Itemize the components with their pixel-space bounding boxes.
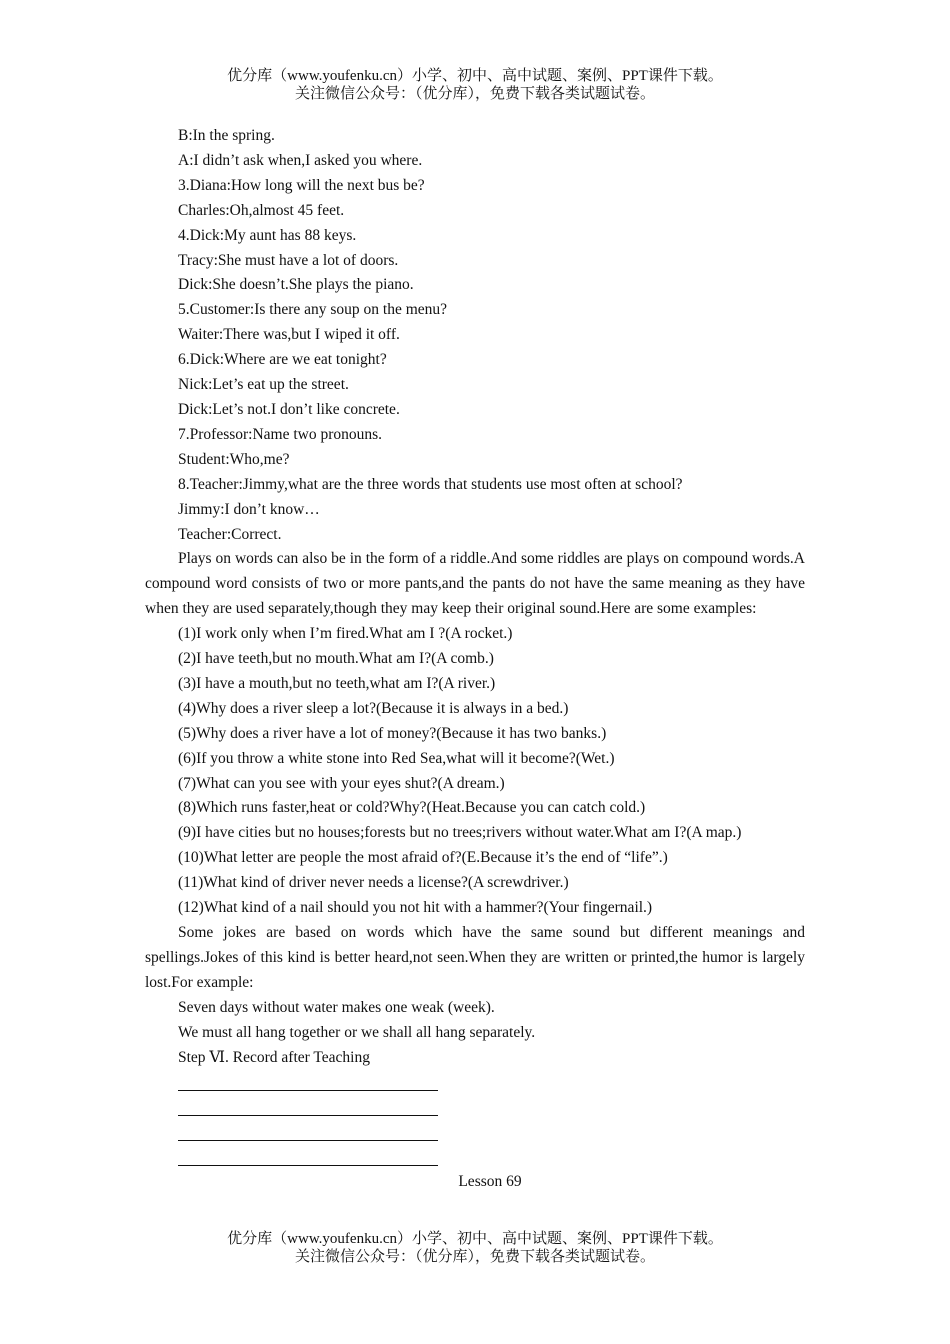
riddle-item: (6)If you throw a white stone into Red Sea,what will it become?(Wet.) [178,749,615,767]
page-header [0,67,950,103]
riddle-item: (7)What can you see with your eyes shut?(A dream.) [178,774,505,792]
example-line: We must all hang together or we shall all hang separately. [178,1023,536,1041]
dialogue-line: 5.Customer:Is there any soup on the menu? [178,301,448,319]
record-blank-line [178,1070,438,1095]
header-line-2: 关注微信公众号：（优分库），免费下载各类试题试卷。 [294,86,655,102]
dialogue-line: Charles:Oh,almost 45 feet. [178,201,345,219]
dialogue-line: 6.Dick:Where are we eat tonight? [178,351,387,369]
riddle-item: (3)I have a mouth,but no teeth,what am I?(A river.) [178,674,496,692]
lesson-title: Lesson 69 [458,1173,522,1190]
example-line: Seven days without water makes one weak (week). [178,998,495,1016]
page-footer [0,1230,950,1266]
dialogue-line: Student:Who,me? [178,450,290,468]
dialogue-line: Teacher:Correct. [178,525,282,543]
dialogue-line: 4.Dick:My aunt has 88 keys. [178,226,357,244]
footer-line-2: 关注微信公众号：（优分库），免费下载各类试题试卷。 [294,1249,655,1265]
dialogue-line: B:In the spring. [178,127,275,144]
document-body [145,124,805,1195]
riddle-intro-paragraph: Plays on words can also be in the form of a riddle.And some riddles are plays on compound words.A compound word consists of two or more pants,and the pants do not have the same meaning as they have when they are used separately,though they may keep their original sound.Here are some examples: [145,550,805,618]
riddle-item: (4)Why does a river sleep a lot?(Because it is always in a bed.) [178,699,569,717]
dialogue-line: 8.Teacher:Jimmy,what are the three words that students use most often at school? [178,475,683,493]
homophone-paragraph: Some jokes are based on words which have the same sound but different meanings and spellings.Jokes of this kind is better heard,not seen.When they are written or printed,the humor is largely lost.For example: [145,924,805,991]
step-heading: Step Ⅵ. Record after Teaching [178,1048,370,1066]
record-blank-line [178,1145,438,1170]
riddle-item: (9)I have cities but no houses;forests but no trees;rivers without water.What am I?(A map.) [178,824,742,842]
riddle-item: (2)I have teeth,but no mouth.What am I?(A comb.) [178,650,494,668]
record-blank-line [178,1095,438,1120]
riddle-item: (12)What kind of a nail should you not hit with a hammer?(Your fingernail.) [178,899,653,917]
dialogue-line: Dick:She doesn’t.She plays the piano. [178,276,414,294]
dialogue-line: Jimmy:I don’t know… [178,500,320,518]
dialogue-line: Tracy:She must have a lot of doors. [178,251,399,269]
riddle-item: (1)I work only when I’m fired.What am I ?(A rocket.) [178,625,513,643]
riddle-item: (11)What kind of driver never needs a license?(A screwdriver.) [178,874,569,892]
dialogue-line: Dick:Let’s not.I don’t like concrete. [178,400,400,418]
dialogue-line: Nick:Let’s eat up the street. [178,376,349,394]
riddle-item: (8)Which runs faster,heat or cold?Why?(Heat.Because you can catch cold.) [178,799,646,817]
riddle-item: (5)Why does a river have a lot of money?(Because it has two banks.) [178,724,607,742]
dialogue-line: 3.Diana:How long will the next bus be? [178,176,425,194]
record-blank-line [178,1120,438,1145]
header-line-1: 优分库（www.youfenku.cn）小学、初中、高中试题、案例、PPT课件下载。 [227,68,723,84]
footer-line-1: 优分库（www.youfenku.cn）小学、初中、高中试题、案例、PPT课件下载。 [227,1231,723,1247]
dialogue-line: A:I didn’t ask when,I asked you where. [178,151,423,169]
dialogue-line: 7.Professor:Name two pronouns. [178,425,383,443]
dialogue-line: Waiter:There was,but I wiped it off. [178,326,400,344]
riddle-item: (10)What letter are people the most afraid of?(E.Because it’s the end of “life”.) [178,849,668,867]
